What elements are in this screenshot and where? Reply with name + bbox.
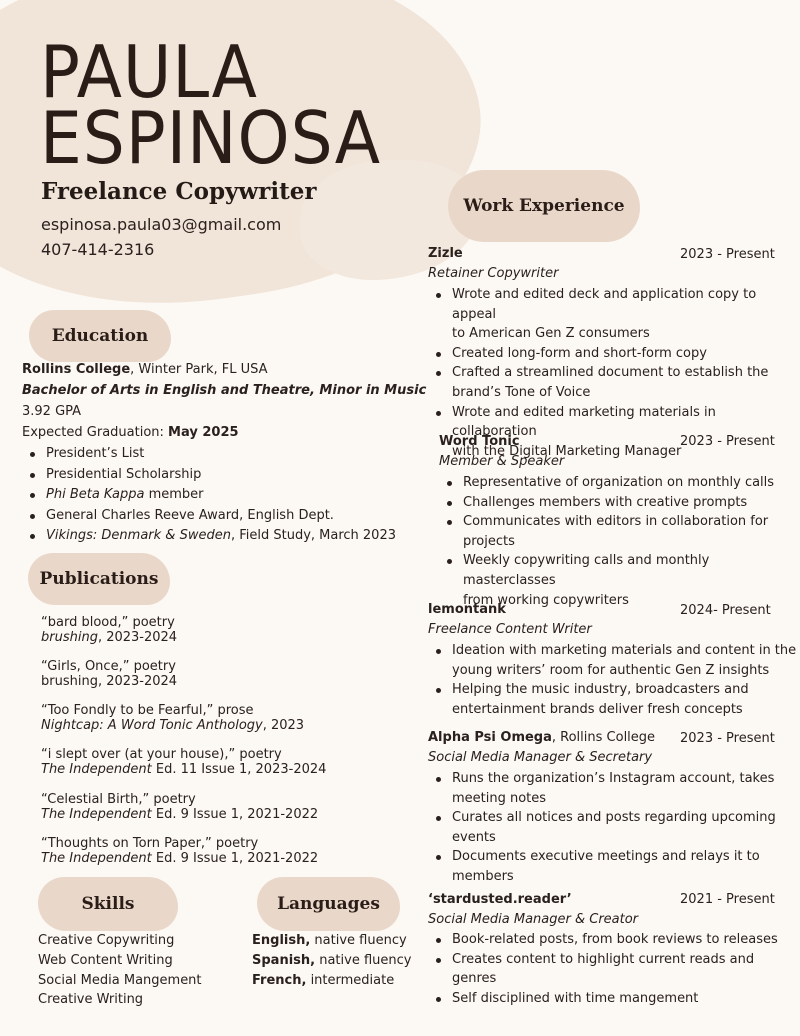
job-title: Freelance Copywriter (41, 178, 317, 205)
publication-item (41, 615, 177, 645)
section-heading-languages-label: Languages (277, 894, 380, 914)
skill-item: Creative Writing (38, 992, 144, 1008)
honor-emphasis: Phi Beta Kappa (46, 487, 145, 503)
honor-text: , Field Study, March 2023 (230, 528, 396, 544)
list-item: Created long-form and short-form copy (428, 344, 800, 364)
bullet-line: Ideation with marketing materials and content in the (452, 643, 797, 658)
section-heading-education (29, 310, 171, 362)
publication-venue-detail: Ed. 11 Issue 1, 2023-2024 (151, 762, 327, 777)
job-org: Zizle (428, 246, 463, 261)
job-bullets (428, 930, 778, 1008)
publication-title: “Celestial Birth,” poetry (41, 792, 196, 807)
publication-title: “i slept over (at your house),” poetry (41, 747, 282, 762)
section-heading-work-experience (448, 170, 640, 242)
publication-venue (41, 674, 177, 689)
job-org-detail: , Rollins College (551, 730, 656, 745)
bullet-line: brand’s Tone of Voice (452, 384, 591, 400)
job-dates: 2024- Present (680, 603, 771, 618)
education-gpa: 3.92 GPA (22, 404, 82, 419)
list-item (428, 808, 776, 847)
publication-venue-detail: , 2023 (262, 718, 305, 733)
education-graduation (22, 425, 239, 440)
bullet-line: Runs the organization’s Instagram account, takes (452, 771, 775, 786)
education-school (22, 362, 268, 377)
publication-item (41, 747, 326, 777)
skills-list (38, 931, 202, 1010)
list-item (22, 526, 396, 547)
graduation-label: Expected Graduation: (22, 425, 169, 440)
language-item (252, 971, 411, 991)
list-item (428, 363, 800, 402)
job-role: Retainer Copywriter (428, 266, 559, 281)
bullet-line: to American Gen Z consumers (452, 326, 650, 342)
list-item (22, 485, 396, 506)
publication-venue-name: brushing (41, 630, 98, 645)
publication-item (41, 836, 318, 866)
email[interactable]: espinosa.paula03@gmail.com (41, 215, 282, 234)
list-item: Representative of organization on monthly calls (439, 473, 800, 493)
publication-venue (41, 762, 326, 777)
publication-title: “bard blood,” poetry (41, 615, 175, 630)
last-name: ESPINOSA (40, 96, 382, 180)
bullet-line: Wrote and edited deck and application copy to appeal (452, 287, 757, 322)
language-name: Spanish, (252, 952, 316, 968)
bullet-line: genres (452, 971, 497, 987)
list-item (428, 403, 800, 462)
job-role: Social Media Manager & Creator (428, 912, 639, 927)
section-heading-skills (38, 877, 178, 931)
bullet-line: young writers’ room for authentic Gen Z insights (452, 662, 770, 678)
list-item: Self disciplined with time mangement (428, 989, 778, 1009)
list-item: General Charles Reeve Award, English Dept. (22, 506, 396, 527)
section-heading-education-label: Education (51, 326, 149, 346)
publication-title: “Girls, Once,” poetry (41, 659, 176, 674)
job-role: Member & Speaker (439, 454, 565, 469)
bullet-line: Communicates with editors in collaboration for (463, 514, 769, 530)
publication-venue (41, 807, 318, 822)
job-dates: 2023 - Present (680, 731, 775, 746)
job-org: Word Tonic (439, 434, 520, 449)
publication-venue-detail: brushing, 2023-2024 (41, 674, 178, 689)
language-name: French, (252, 972, 307, 988)
publication-venue-name: Nightcap: A Word Tonic Anthology (41, 718, 263, 733)
job-org: Alpha Psi Omega (428, 730, 552, 745)
publication-venue-name: The Independent (41, 807, 152, 822)
bullet-line: Documents executive meetings and relays it to (452, 849, 760, 865)
list-item: Challenges members with creative prompts (439, 493, 800, 513)
skill-item: Web Content Writing (38, 952, 173, 968)
list-item (428, 641, 796, 680)
section-heading-publications (28, 553, 170, 605)
publication-item (41, 659, 177, 689)
bullet-line: Weekly copywriting calls and monthly masterclasses (463, 553, 710, 588)
first-name: PAULA (40, 30, 258, 114)
bullet-line: Helping the music industry, broadcasters and (452, 682, 749, 698)
language-name: English, (252, 933, 311, 948)
job-role: Freelance Content Writer (428, 622, 592, 637)
language-level: intermediate (306, 972, 395, 988)
publication-venue-name: The Independent (41, 762, 152, 777)
publication-item (41, 792, 318, 822)
skill-item: Creative Copywriting (38, 933, 175, 948)
language-item (252, 951, 411, 971)
publication-title: “Thoughts on Torn Paper,” poetry (41, 836, 259, 851)
publication-title: “Too Fondly to be Fearful,” prose (41, 703, 254, 718)
section-heading-publications-label: Publications (39, 569, 159, 589)
skill-item: Social Media Mangement (38, 972, 202, 988)
bullet-line: Wrote and edited marketing materials in collaboration (452, 404, 716, 440)
languages-list (252, 931, 411, 990)
job-org-line (428, 730, 655, 745)
job-org: ‘stardusted.reader’ (428, 892, 572, 907)
education-degree: Bachelor of Arts in English and Theatre, Minor in Music (22, 383, 427, 398)
publication-venue-detail: Ed. 9 Issue 1, 2021-2022 (151, 807, 319, 822)
bullet-line: from working copywriters (463, 592, 629, 608)
list-item (428, 285, 800, 344)
bullet-line: members (452, 868, 514, 884)
job-org: lemontank (428, 602, 506, 617)
job-bullets (428, 769, 776, 887)
list-item (428, 680, 796, 719)
job-dates: 2021 - Present (680, 892, 775, 907)
list-item (439, 512, 800, 551)
graduation-date: May 2025 (168, 425, 239, 440)
honor-emphasis: Vikings: Denmark & Sweden (46, 528, 231, 544)
section-heading-languages (257, 877, 400, 931)
publication-venue-detail: Ed. 9 Issue 1, 2021-2022 (151, 851, 319, 866)
list-item: Book-related posts, from book reviews to releases (428, 930, 778, 950)
bullet-line: Crafted a streamlined document to establish the (452, 365, 769, 381)
bullet-line: projects (463, 533, 515, 549)
section-heading-work-label: Work Experience (463, 196, 625, 216)
language-item (252, 931, 411, 951)
phone[interactable]: 407-414-2316 (41, 240, 155, 259)
school-location: , Winter Park, FL USA (130, 362, 268, 377)
section-heading-skills-label: Skills (81, 894, 135, 914)
job-dates: 2023 - Present (680, 247, 775, 262)
publication-item (41, 703, 304, 733)
education-honors-list (22, 444, 396, 547)
list-item: Presidential Scholarship (22, 465, 396, 486)
bullet-line: Curates all notices and posts regarding upcoming (452, 810, 776, 826)
publication-venue-name: The Independent (41, 851, 152, 866)
job-dates: 2023 - Present (680, 434, 775, 449)
publication-venue-detail: , 2023-2024 (97, 630, 178, 645)
honor-text: member (144, 487, 204, 503)
list-item (428, 847, 776, 886)
bullet-line: events (452, 829, 496, 845)
publication-venue (41, 851, 318, 866)
bullet-line: meeting notes (452, 790, 547, 806)
list-item: President’s List (22, 444, 396, 465)
bullet-line: with the Digital Marketing Manager (452, 443, 682, 459)
language-level: native fluency (310, 933, 407, 948)
language-level: native fluency (315, 952, 412, 968)
bullet-line: Creates content to highlight current reads and (452, 951, 755, 967)
job-bullets (439, 473, 800, 610)
job-bullets (428, 641, 796, 719)
list-item (428, 950, 778, 989)
publication-venue (41, 718, 304, 733)
school-name: Rollins College (22, 362, 131, 377)
bullet-line: entertainment brands deliver fresh concepts (452, 701, 743, 717)
publication-venue (41, 630, 177, 645)
list-item (428, 769, 776, 808)
job-role: Social Media Manager & Secretary (428, 750, 653, 765)
